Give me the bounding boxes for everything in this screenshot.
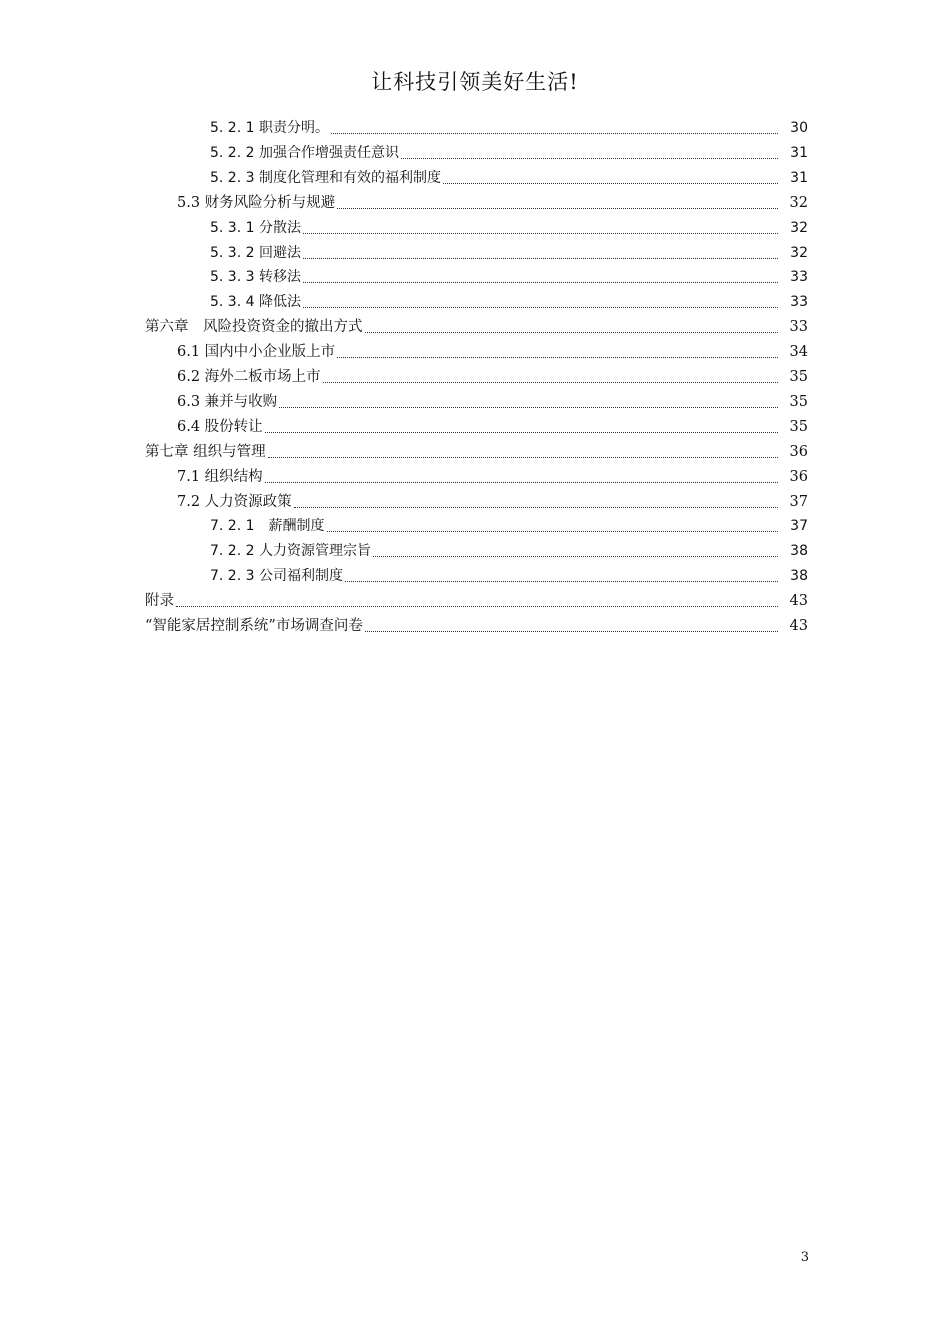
toc-leader-dots xyxy=(265,418,778,433)
toc-entry-title: 5. 3. 3 转移法 xyxy=(210,269,301,285)
toc-entry-page: 33 xyxy=(790,269,808,285)
toc-entry-page: 31 xyxy=(790,170,808,186)
toc-entry[interactable] xyxy=(177,341,808,363)
toc-leader-dots xyxy=(265,468,778,483)
toc-entry-title: 5. 2. 3 制度化管理和有效的福利制度 xyxy=(210,170,441,186)
toc-entry[interactable] xyxy=(145,316,808,338)
toc-leader-dots xyxy=(365,617,778,632)
toc-entry-title: 5. 3. 2 回避法 xyxy=(210,245,301,261)
toc-entry[interactable] xyxy=(210,266,808,288)
toc-entry-page: 38 xyxy=(790,568,808,584)
toc-entry-page: 36 xyxy=(789,444,808,460)
toc-entry-title: 6.2 海外二板市场上市 xyxy=(177,369,321,385)
toc-entry-page: 43 xyxy=(789,593,808,609)
toc-entry[interactable] xyxy=(145,615,808,637)
toc-leader-dots xyxy=(331,119,778,134)
toc-leader-dots xyxy=(303,268,778,283)
toc-leader-dots xyxy=(337,194,778,209)
toc-leader-dots xyxy=(365,318,779,333)
toc-entry-page: 37 xyxy=(789,494,808,510)
toc-entry-title: 7. 2. 3 公司福利制度 xyxy=(210,568,343,584)
toc-entry-page: 31 xyxy=(790,145,808,161)
toc-entry-title: 5.3 财务风险分析与规避 xyxy=(177,195,336,211)
toc-entry[interactable] xyxy=(210,142,808,164)
page-header: 让科技引领美好生活! xyxy=(371,70,579,94)
toc-entry[interactable] xyxy=(210,117,808,139)
page-number: 3 xyxy=(800,1250,809,1265)
toc-entry-page: 33 xyxy=(789,319,808,335)
toc-leader-dots xyxy=(176,592,778,607)
toc-entry-page: 32 xyxy=(790,245,808,261)
toc-leader-dots xyxy=(337,343,778,358)
toc-entry[interactable] xyxy=(177,491,808,513)
toc-entry[interactable] xyxy=(210,291,808,313)
toc-entry-title: 7.2 人力资源政策 xyxy=(177,494,292,510)
toc-entry-page: 35 xyxy=(789,419,808,435)
toc-entry-title: 7. 2. 1 薪酬制度 xyxy=(210,518,325,534)
toc-entry-page: 30 xyxy=(790,120,808,136)
toc-entry-page: 34 xyxy=(789,344,808,360)
toc-entry-title: 6.4 股份转让 xyxy=(177,419,263,435)
toc-entry[interactable] xyxy=(177,416,808,438)
toc-entry-title: 5. 2. 2 加强合作增强责任意识 xyxy=(210,145,399,161)
toc-entry[interactable] xyxy=(210,242,808,264)
toc-leader-dots xyxy=(373,542,778,557)
toc-leader-dots xyxy=(279,393,778,408)
toc-entry-page: 32 xyxy=(789,195,808,211)
toc-entry-title: 7.1 组织结构 xyxy=(177,469,263,485)
toc-leader-dots xyxy=(323,368,778,383)
toc-entry-title: “智能家居控制系统”市场调查问卷 xyxy=(145,618,363,634)
toc-entry-title: 5. 3. 4 降低法 xyxy=(210,294,301,310)
toc-leader-dots xyxy=(345,567,778,582)
toc-entry-title: 5. 3. 1 分散法 xyxy=(210,220,301,236)
toc-entry-title: 第六章 风险投资资金的撤出方式 xyxy=(145,319,363,335)
toc-entry-page: 43 xyxy=(789,618,808,634)
toc-leader-dots xyxy=(327,517,778,532)
toc-entry[interactable] xyxy=(210,540,808,562)
toc-entry-title: 7. 2. 2 人力资源管理宗旨 xyxy=(210,543,371,559)
toc-entry[interactable] xyxy=(210,167,808,189)
toc-leader-dots xyxy=(401,144,778,159)
toc-entry[interactable] xyxy=(177,391,808,413)
toc-entry-page: 36 xyxy=(789,469,808,485)
toc-entry[interactable] xyxy=(177,192,808,214)
toc-entry-page: 33 xyxy=(790,294,808,310)
toc-entry[interactable] xyxy=(210,565,808,587)
toc-entry-page: 35 xyxy=(789,369,808,385)
toc-entry-title: 附录 xyxy=(145,593,174,609)
toc-entry-page: 38 xyxy=(790,543,808,559)
toc-entry[interactable] xyxy=(177,366,808,388)
toc-leader-dots xyxy=(294,493,778,508)
toc-leader-dots xyxy=(443,169,778,184)
toc-leader-dots xyxy=(268,443,778,458)
toc-entry[interactable] xyxy=(145,590,808,612)
toc-entry-page: 35 xyxy=(789,394,808,410)
toc-entry-title: 第七章 组织与管理 xyxy=(145,444,266,460)
toc-entry[interactable] xyxy=(210,217,808,239)
toc-leader-dots xyxy=(303,219,778,234)
toc-entry-page: 32 xyxy=(790,220,808,236)
toc-entry-page: 37 xyxy=(790,518,808,534)
toc-entry-title: 6.1 国内中小企业版上市 xyxy=(177,344,336,360)
toc-leader-dots xyxy=(303,244,778,259)
toc-entry[interactable] xyxy=(177,466,808,488)
toc-entry-title: 5. 2. 1 职责分明。 xyxy=(210,120,329,136)
toc-entry[interactable] xyxy=(210,515,808,537)
toc-entry[interactable] xyxy=(145,441,808,463)
toc-leader-dots xyxy=(303,293,778,308)
toc-entry-title: 6.3 兼并与收购 xyxy=(177,394,278,410)
